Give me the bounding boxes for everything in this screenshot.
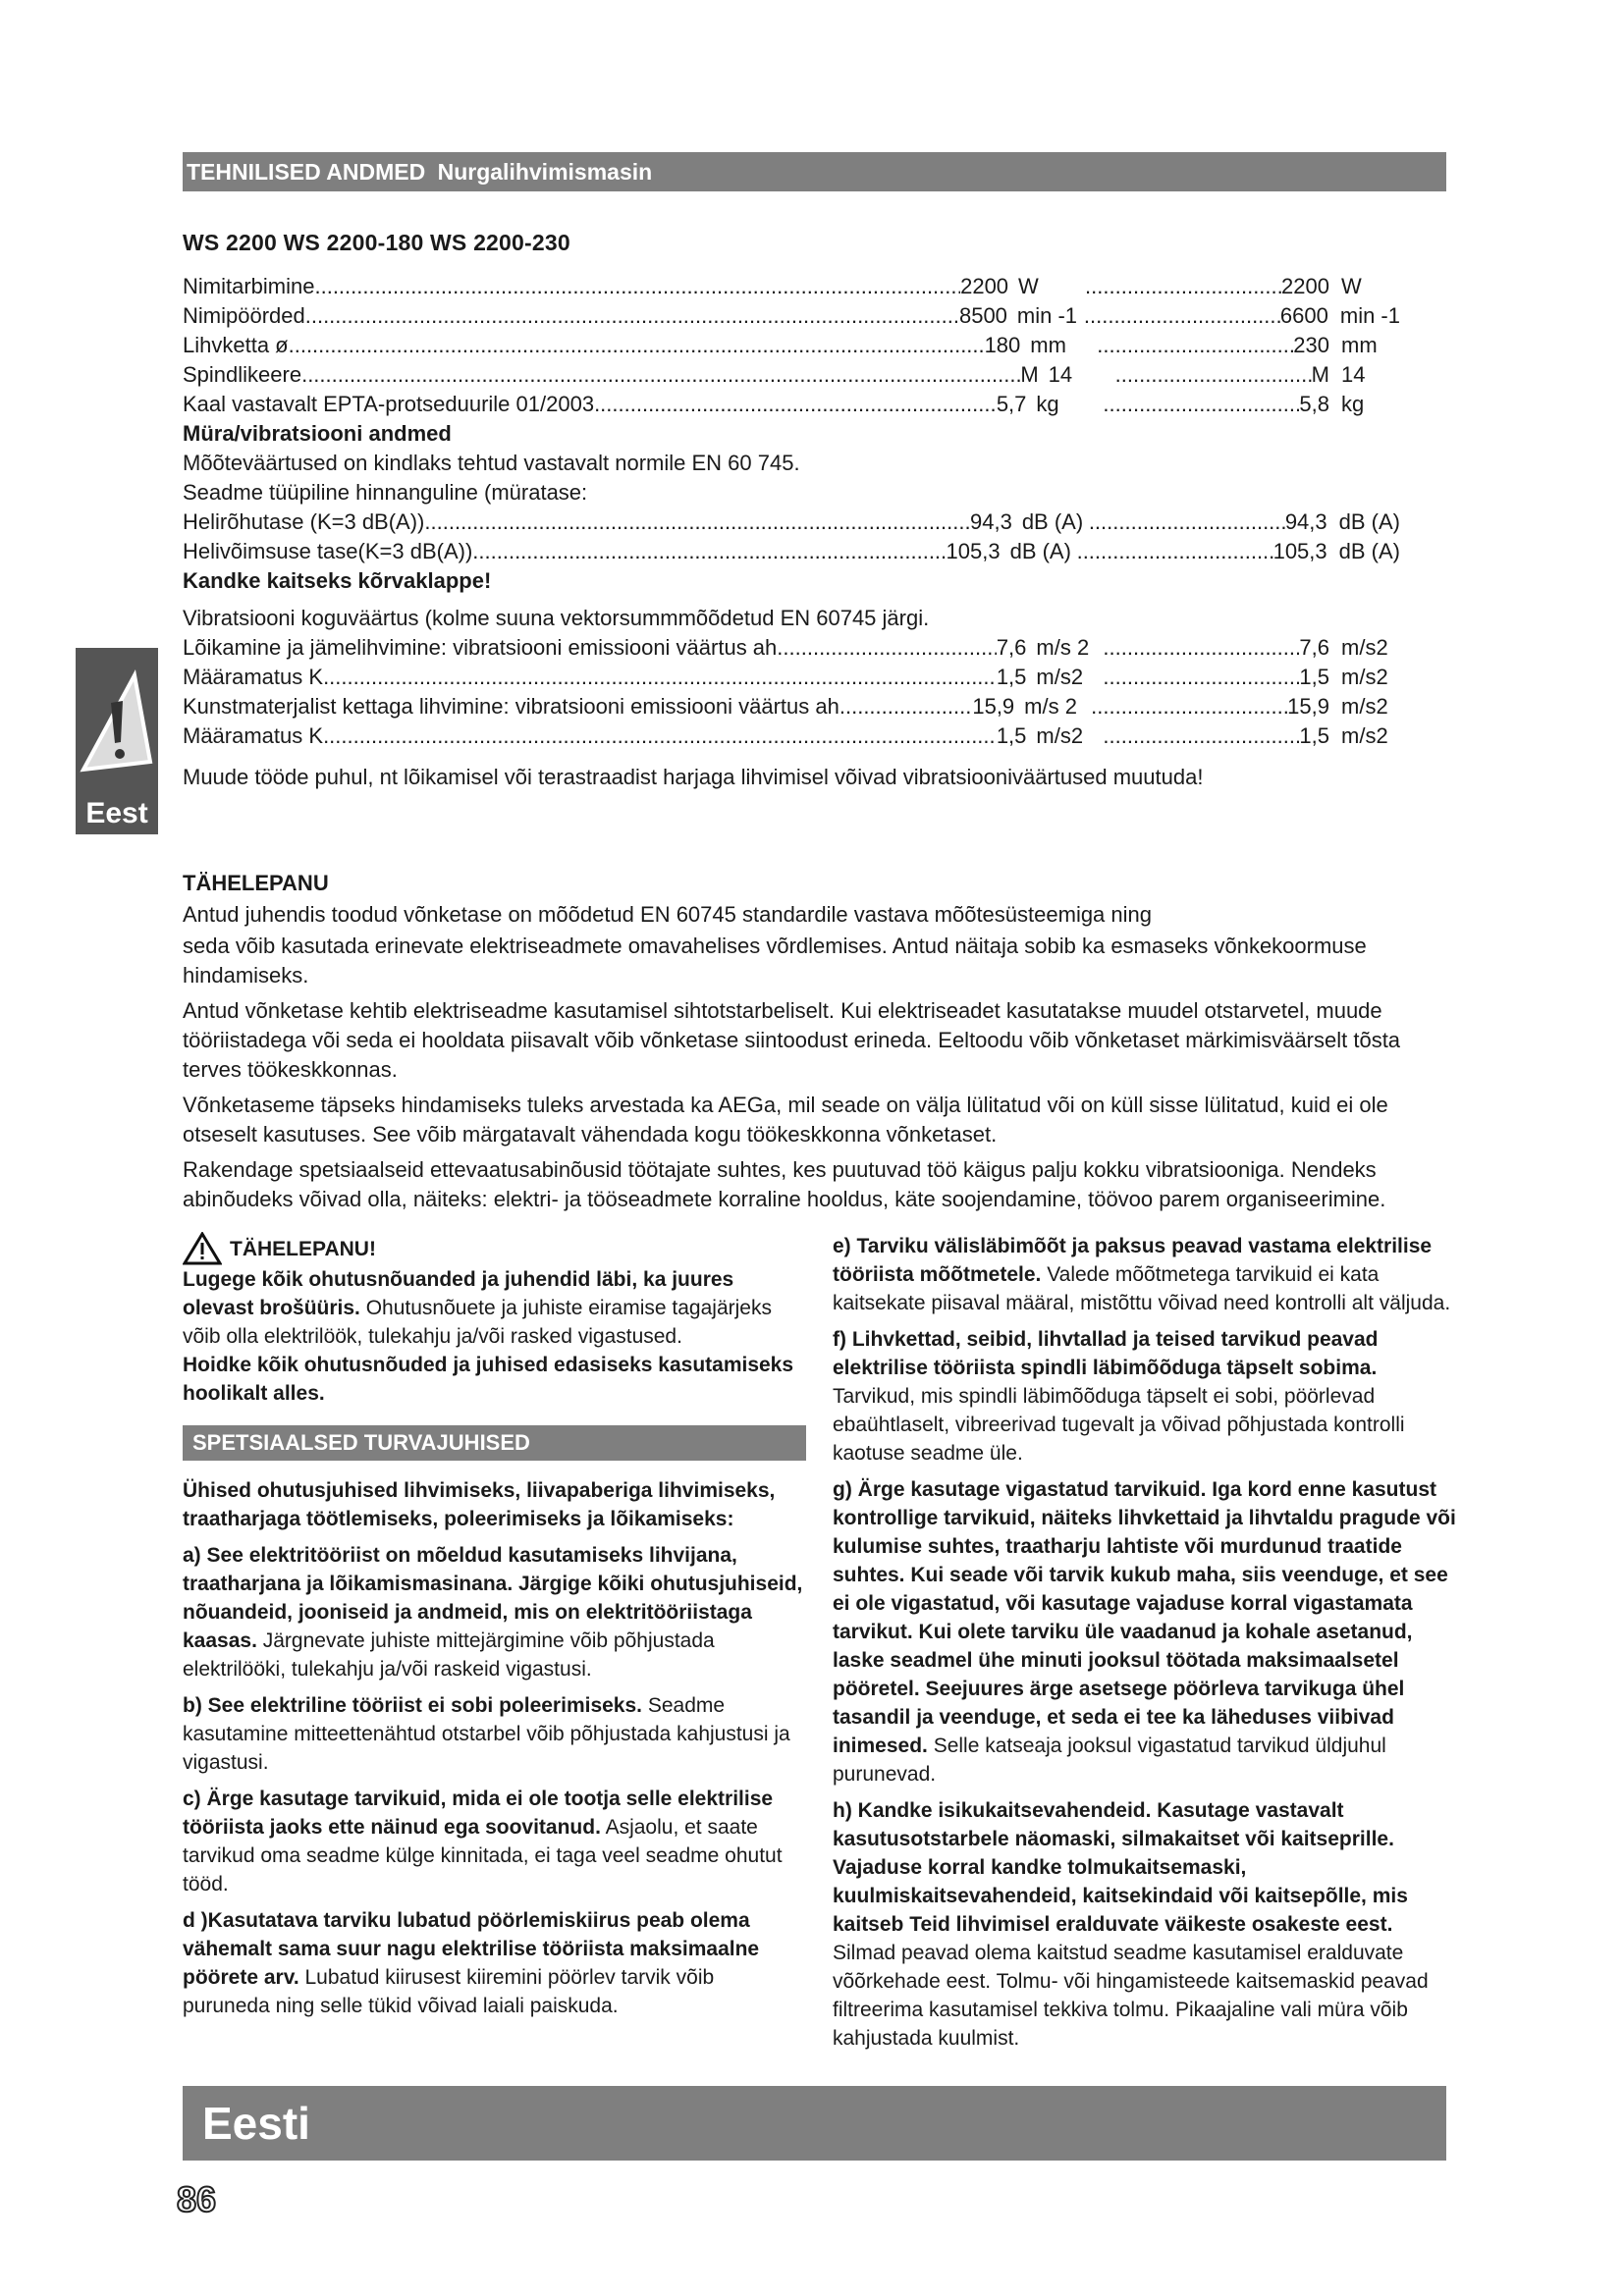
rule-f-text: Tarvikud, mis spindli läbimõõduga täpselt ei sobi, pöörlevad ebaühtlaselt, vibreerivad tugevalt ja võivad põhjustada kontrolli kaotuse seadme üle. (833, 1385, 1405, 1465)
rule-c-text: Asjaolu, et saate tarvikud oma seadme külge kinnitada, ei taga veel seadme ohutut tööd. (183, 1816, 783, 1896)
warning-title: TÄHELEPANU! (230, 1237, 376, 1260)
spec-table (183, 272, 1400, 792)
warning-icon (183, 1232, 222, 1265)
rule-c-bold: c) Ärge kasutage tarvikuid, mida ei ole tootja selle elektrilise tööriista jaoks ette näinud ega soovitanud. (183, 1788, 774, 1839)
vibration-row: Kunstmaterjalist kettaga lihvimine: vibratsiooni emissiooni väärtus ah ..... 15,9 m/s 2 ..... 15,9 m/s2 (183, 692, 1400, 721)
right-column (833, 1232, 1461, 2060)
rule-a-text: Järgnevate juhiste mittejärgimine võib põhjustada elektrilööki, tulekahju ja/või raskeid vigastusi. (183, 1629, 715, 1681)
noise-line: Seadme tüüpiline hinnanguline (müratase: (183, 480, 588, 505)
header-subtitle: Nurgalihvimismasin (437, 159, 653, 185)
rule-h-bold: h) Kandke isikukaitsevahendeid. Kasutage vastavalt kasutusotstarbele näomaski, silmakaitset või kaitseprille. Vajaduse korral kandke tolmukaitsemaski, kuulmiskaitsevahendeid, kaitsekindaid või kaitsepõlle, mis kaitseb Teid lihvimisel eralduvate väikeste osakeste eest. (833, 1799, 1408, 1936)
rule-g-text: Selle katseaja jooksul vigastatud tarvikud üldjuhul purunevad. (833, 1735, 1386, 1786)
spec-row: Nimitarbimine ..... 2200 W ..... 2200 W (183, 272, 1400, 301)
attention-paragraph: Võnketaseme täpseks hindamiseks tuleks arvestada ka AEGa, mil seade on välja lülitatud või on küll sisse lülitatud, kuid ei ole otseselt kasutuses. See võib märgatavalt vähendada kogu töökeskkonna võnketaset. (183, 1093, 1388, 1147)
warning-triangle-icon (76, 660, 158, 787)
rule-e-text: Valede mõõtmetega tarvikuid ei kata kaitsekate piisaval määral, mistõttu võivad need kontrolli alt väljuda. (833, 1263, 1451, 1314)
attention-paragraph: seda võib kasutada erinevate elektriseadmete omavahelises võrdlemises. Antud näitaja sobib ka esmaseks võnkekoormuse hindamiseks. (183, 934, 1367, 988)
model-names: WS 2200 WS 2200-180 WS 2200-230 (183, 230, 570, 255)
spec-row: Lihvketta ø ..... 180 mm ..... 230 mm (183, 331, 1400, 360)
rule-h-text: Silmad peavad olema kaitstud seadme kasutamisel eralduvate võõrkehade eest. Tolmu- või hingamisteede kaitsemaskid peavad filtreerima kasutamisel tekkiva tolmu. Pikaajaline vali müra võib kahjustada kuulmist. (833, 1942, 1429, 2050)
noise-row: Helivõimsuse tase(K=3 dB(A)) ..... 105,3 dB (A) ..... 105,3 dB (A) (183, 537, 1400, 566)
vibration-row: Määramatus K ..... 1,5 m/s2 ..... 1,5 m/s2 (183, 663, 1400, 692)
rule-b-bold: b) See elektriline tööriist ei sobi poleerimiseks. (183, 1694, 642, 1717)
rule-b-text: Seadme kasutamine mitteettenähtud otstarbel võib põhjustada kahjustusi ja vigastusi. (183, 1694, 790, 1774)
spec-row: Nimipöörded ..... 8500 min -1 ..... 6600 min -1 (183, 301, 1400, 331)
attention-heading: TÄHELEPANU (183, 871, 329, 895)
ear-protection-note: Kandke kaitseks kõrvaklappe! (183, 568, 492, 593)
rule-e-bold: e) Tarviku välisläbimõõt ja paksus peavad vastama elektrilise tööriista mõõtmetele. (833, 1235, 1433, 1286)
noise-line: Mõõteväärtused on kindlaks tehtud vastavalt normile EN 60 745. (183, 451, 800, 475)
attention-paragraph: Antud võnketase kehtib elektriseadme kasutamisel sihtotstarbeliselt. Kui elektriseadet kasutatakse muudel otstarvetel, muude tööriistadega või seda ei hooldata piisavalt võib võnketase siintoodust erineda. Eeltoodu võib võnketaset märkimisväärselt tõsta terves töökeskkonnas. (183, 998, 1401, 1082)
vibration-row: Määramatus K ..... 1,5 m/s2 ..... 1,5 m/s2 (183, 721, 1400, 751)
side-warning-tab (76, 648, 158, 834)
vibration-note: Muude tööde puhul, nt lõikamisel või terastraadist harjaga lihvimisel võivad vibratsiooniväärtused muutuda! (183, 765, 1204, 789)
safety-intro: Ühised ohutusjuhised lihvimiseks, liivapaberiga lihvimiseks, traatharjaga töötlemiseks, poleerimiseks ja lõikamiseks: (183, 1479, 776, 1530)
attention-paragraph: Rakendage spetsiaalseid ettevaatusabinõusid töötajate suhtes, kes puutuvad töö käigus palju kokku vibratsiooniga. Nendeks abinõudeks võivad olla, näiteks: elektri- ja tööseadmete korraline hooldus, käte soojendamine, töövoo parem organiseerimine. (183, 1157, 1386, 1211)
vibration-row: Lõikamine ja jämelihvimine: vibratsiooni emissiooni väärtus ah ..... 7,6 m/s 2 ..... 7,6 m/s2 (183, 633, 1400, 663)
rule-d-bold: d )Kasutatava tarviku lubatud pöörlemiskiirus peab olema vähemalt sama suur nagu elektrilise tööriista maksimaalne pöörete arv. (183, 1909, 760, 1989)
technical-data-header (183, 152, 1446, 191)
rule-f-bold: f) Lihvkettad, seibid, lihvtallad ja teised tarvikud peavad elektrilise tööriista spindli läbimõõduga täpselt sobima. (833, 1328, 1379, 1379)
rule-d-text: Lubatud kiirusest kiiremini pöörlev tarvik võib puruneda ning selle tükid võivad laiali paiskuda. (183, 1966, 715, 2017)
spec-row: Spindlikeere ..... M 14 ..... M 14 (183, 360, 1400, 390)
left-column (183, 1232, 806, 2028)
noise-heading: Müra/vibratsiooni andmed (183, 421, 452, 446)
header-title: TEHNILISED ANDMED (187, 159, 426, 185)
noise-row: Helirõhutase (K=3 dB(A)) ..... 94,3 dB (A) ..... 94,3 dB (A) (183, 507, 1400, 537)
attention-section (183, 869, 1449, 1220)
language-footer-bar: Eesti (183, 2086, 1446, 2161)
rule-a-bold: a) See elektritööriist on mõeldud kasutamiseks lihvijana, traatharjana ja lõikamismasinana. Järgige kõiki ohutusjuhiseid, nõuandeid, jooniseid ja andmeid, mis on elektritööriistaga kaasas. (183, 1544, 803, 1652)
spec-row: Kaal vastavalt EPTA-protseduurile 01/2003 ..... 5,7 kg ..... 5,8 kg (183, 390, 1400, 419)
side-tab-label: Eest (85, 797, 148, 829)
warning-bold-1: Lugege kõik ohutusnõuanded ja juhendid läbi, ka juures olevast brošüüris. (183, 1268, 734, 1319)
attention-paragraph: Antud juhendis toodud võnketase on mõõdetud EN 60745 standardile vastava mõõtesüsteemiga ning (183, 902, 1153, 927)
vibration-line: Vibratsiooni koguväärtus (kolme suuna vektorsummmõõdetud EN 60745 järgi. (183, 606, 930, 630)
warning-bold-2: Hoidke kõik ohutusnõuded ja juhised edasiseks kasutamiseks hoolikalt alles. (183, 1354, 794, 1405)
warning-text-1: Ohutusnõuete ja juhiste eiramise tagajärjeks võib olla elektrilöök, tulekahju ja/või rasked vigastused. (183, 1297, 772, 1348)
special-safety-header: SPETSIAALSED TURVAJUHISED (183, 1425, 806, 1461)
page-number: 86 (177, 2179, 217, 2219)
rule-g-bold: g) Ärge kasutage vigastatud tarvikuid. Iga kord enne kasutust kontrollige tarvikuid, näiteks lihvkettaid ja lihvtaldu pragude või kulumise suhtes, traatharju lahtiste või murdunud traatide suhtes. Kui seade või tarvik kukub maha, siis veenduge, et see ei ole vigastatud, või kasutage vajaduse korral vigastamata tarvikut. Kui olete tarviku üle vaadanud ja kohale asetanud, laske seadmel ühe minuti jooksul töötada maksimaalsetel pööretel. Seejuures ärge asetsege pöörleva tarvikuga ühel tasandil ja veenduge, et seda ei tee ka läheduses viibivad inimesed. (833, 1478, 1456, 1757)
